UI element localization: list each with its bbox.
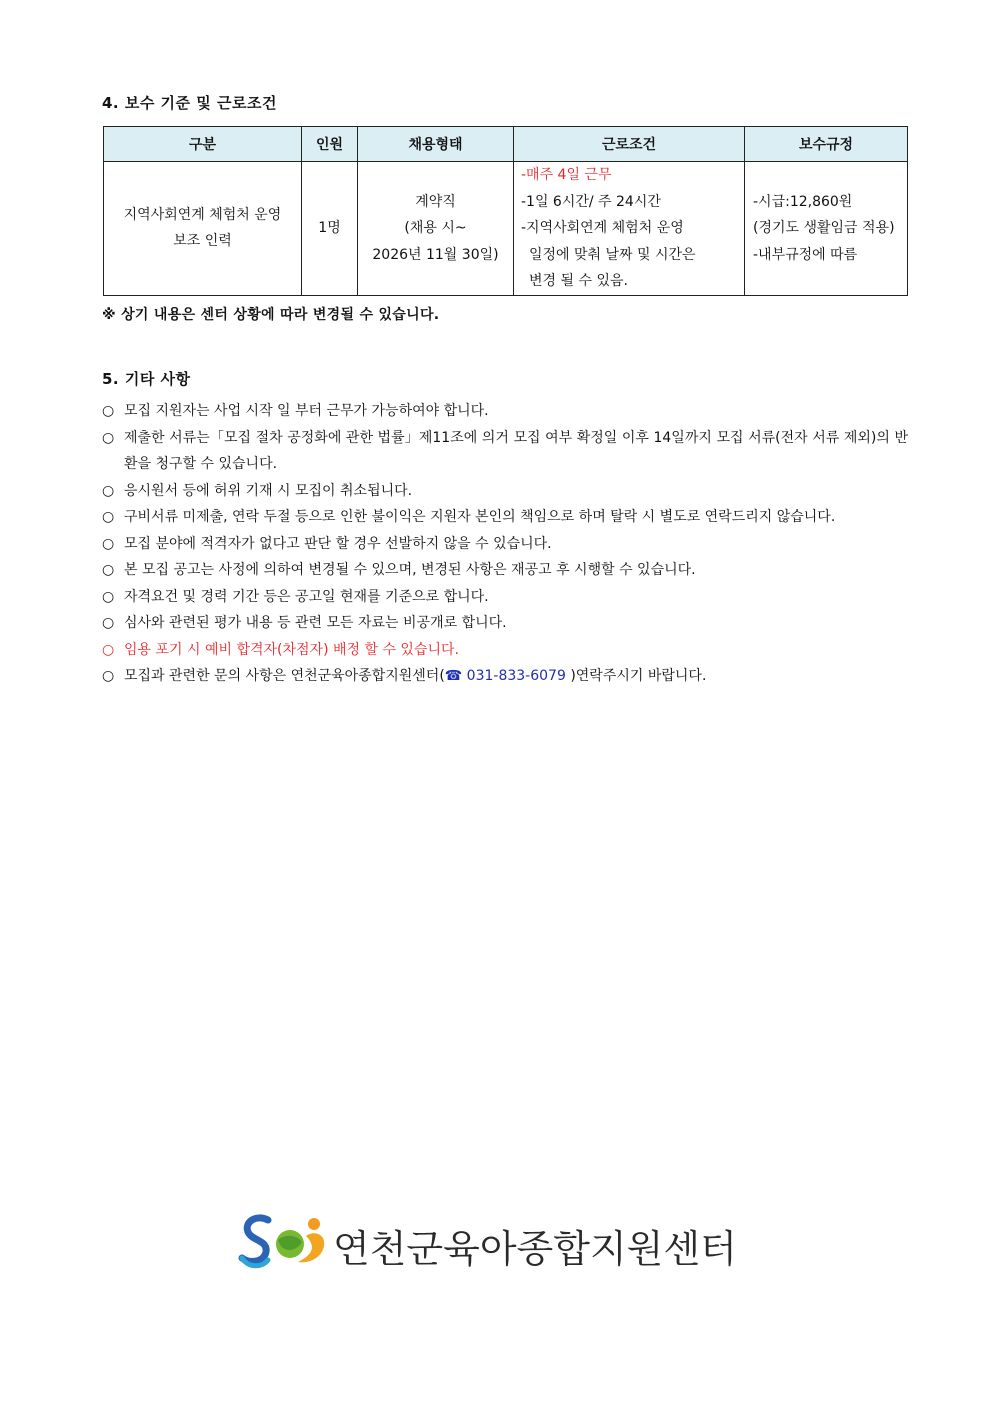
circle-bullet-icon: ○ xyxy=(102,403,115,419)
list-item-highlight: ○ 임용 포기 시 예비 합격자(차점자) 배정 할 수 있습니다. xyxy=(102,637,908,664)
center-logo-icon xyxy=(238,1212,330,1274)
category-line: 지역사회연계 체험처 운영 xyxy=(123,206,282,223)
circle-bullet-icon: ○ xyxy=(102,429,115,446)
circle-bullet-icon: ○ xyxy=(102,588,115,605)
center-logo xyxy=(238,1212,737,1274)
section-5-title: 5. 기타 사항 xyxy=(102,370,191,388)
condition-highlight: -매주 4일 근무 xyxy=(521,167,612,183)
list-item: ○ 구비서류 미제출, 연락 두절 등으로 인한 불이익은 지원자 본인의 책임으로 하며 탈락 시 별도로 연락드리지 않습니다. xyxy=(102,504,908,531)
header-employment-type: 채용형태 xyxy=(358,127,514,162)
cell-employment-type xyxy=(358,162,514,296)
circle-bullet-icon: ○ xyxy=(102,641,115,658)
circle-bullet-icon: ○ xyxy=(102,668,115,684)
header-personnel: 인원 xyxy=(302,127,358,162)
circle-bullet-icon: ○ xyxy=(102,562,115,578)
category-line: 보조 인력 xyxy=(173,233,232,250)
pay-line: (경기도 생활임금 적용) xyxy=(753,220,895,236)
list-item: ○ 모집 분야에 적격자가 없다고 판단 할 경우 선발하지 않을 수 있습니다. xyxy=(102,531,908,558)
cell-working-conditions xyxy=(514,162,745,296)
header-working-conditions: 근로조건 xyxy=(514,127,745,162)
cell-category xyxy=(104,162,302,296)
header-pay-regulation: 보수규정 xyxy=(745,127,908,162)
condition-line: 일정에 맞춰 날짜 및 시간은 xyxy=(529,246,696,263)
table-row xyxy=(104,162,908,296)
section-4-title: 4. 보수 기준 및 근로조건 xyxy=(102,94,277,112)
circle-bullet-icon: ○ xyxy=(102,509,115,525)
list-item: ○ 심사와 관련된 평가 내용 등 관련 모든 자료는 비공개로 합니다. xyxy=(102,610,908,637)
contact-prefix: 모집과 관련한 문의 사항은 연천군육아종합지원센터( xyxy=(124,668,445,684)
table-header-row xyxy=(104,127,908,162)
contact-suffix: )연락주시기 바랍니다. xyxy=(565,668,707,684)
condition-line: -1일 6시간/ 주 24시간 xyxy=(521,193,661,210)
cell-personnel: 1명 xyxy=(302,162,358,296)
employment-line: 계약직 xyxy=(415,193,456,210)
list-item-contact xyxy=(102,663,908,690)
pay-line: -시급:12,860원 xyxy=(753,193,853,210)
list-item: ○ 제출한 서류는「모집 절차 공정화에 관한 법률」제11조에 의거 모집 여부 확정일 이후 14일까지 모집 서류(전자 서류 제외)의 반환을 청구할 수 있습니다. xyxy=(102,425,908,478)
employment-line: (채용 시~ xyxy=(404,220,467,236)
notice-text: ※ 상기 내용은 센터 상황에 따라 변경될 수 있습니다. xyxy=(102,307,440,323)
condition-line: 변경 될 수 있음. xyxy=(529,273,628,289)
center-logo-name: 연천군육아종합지원센터 xyxy=(333,1227,737,1271)
list-item: ○ 모집 지원자는 사업 시작 일 부터 근무가 가능하여야 합니다. xyxy=(102,398,908,425)
other-items-list xyxy=(102,398,908,690)
cell-pay-regulation xyxy=(745,162,908,296)
list-item: ○ 응시원서 등에 허위 기재 시 모집이 취소됩니다. xyxy=(102,478,908,505)
circle-bullet-icon: ○ xyxy=(102,535,115,552)
employment-line: 2026년 11월 30일) xyxy=(372,246,499,263)
circle-bullet-icon: ○ xyxy=(102,615,115,631)
circle-bullet-icon: ○ xyxy=(102,482,115,499)
list-item: ○ 본 모집 공고는 사정에 의하여 변경될 수 있으며, 변경된 사항은 재공고 후 시행할 수 있습니다. xyxy=(102,557,908,584)
phone-number: ☎ 031-833-6079 xyxy=(444,668,566,684)
header-category: 구분 xyxy=(104,127,302,162)
condition-line: -지역사회연계 체험처 운영 xyxy=(521,220,684,236)
pay-line: -내부규정에 따름 xyxy=(753,246,858,263)
list-item: ○ 자격요건 및 경력 기간 등은 공고일 현재를 기준으로 합니다. xyxy=(102,584,908,611)
pay-conditions-table xyxy=(103,126,908,296)
